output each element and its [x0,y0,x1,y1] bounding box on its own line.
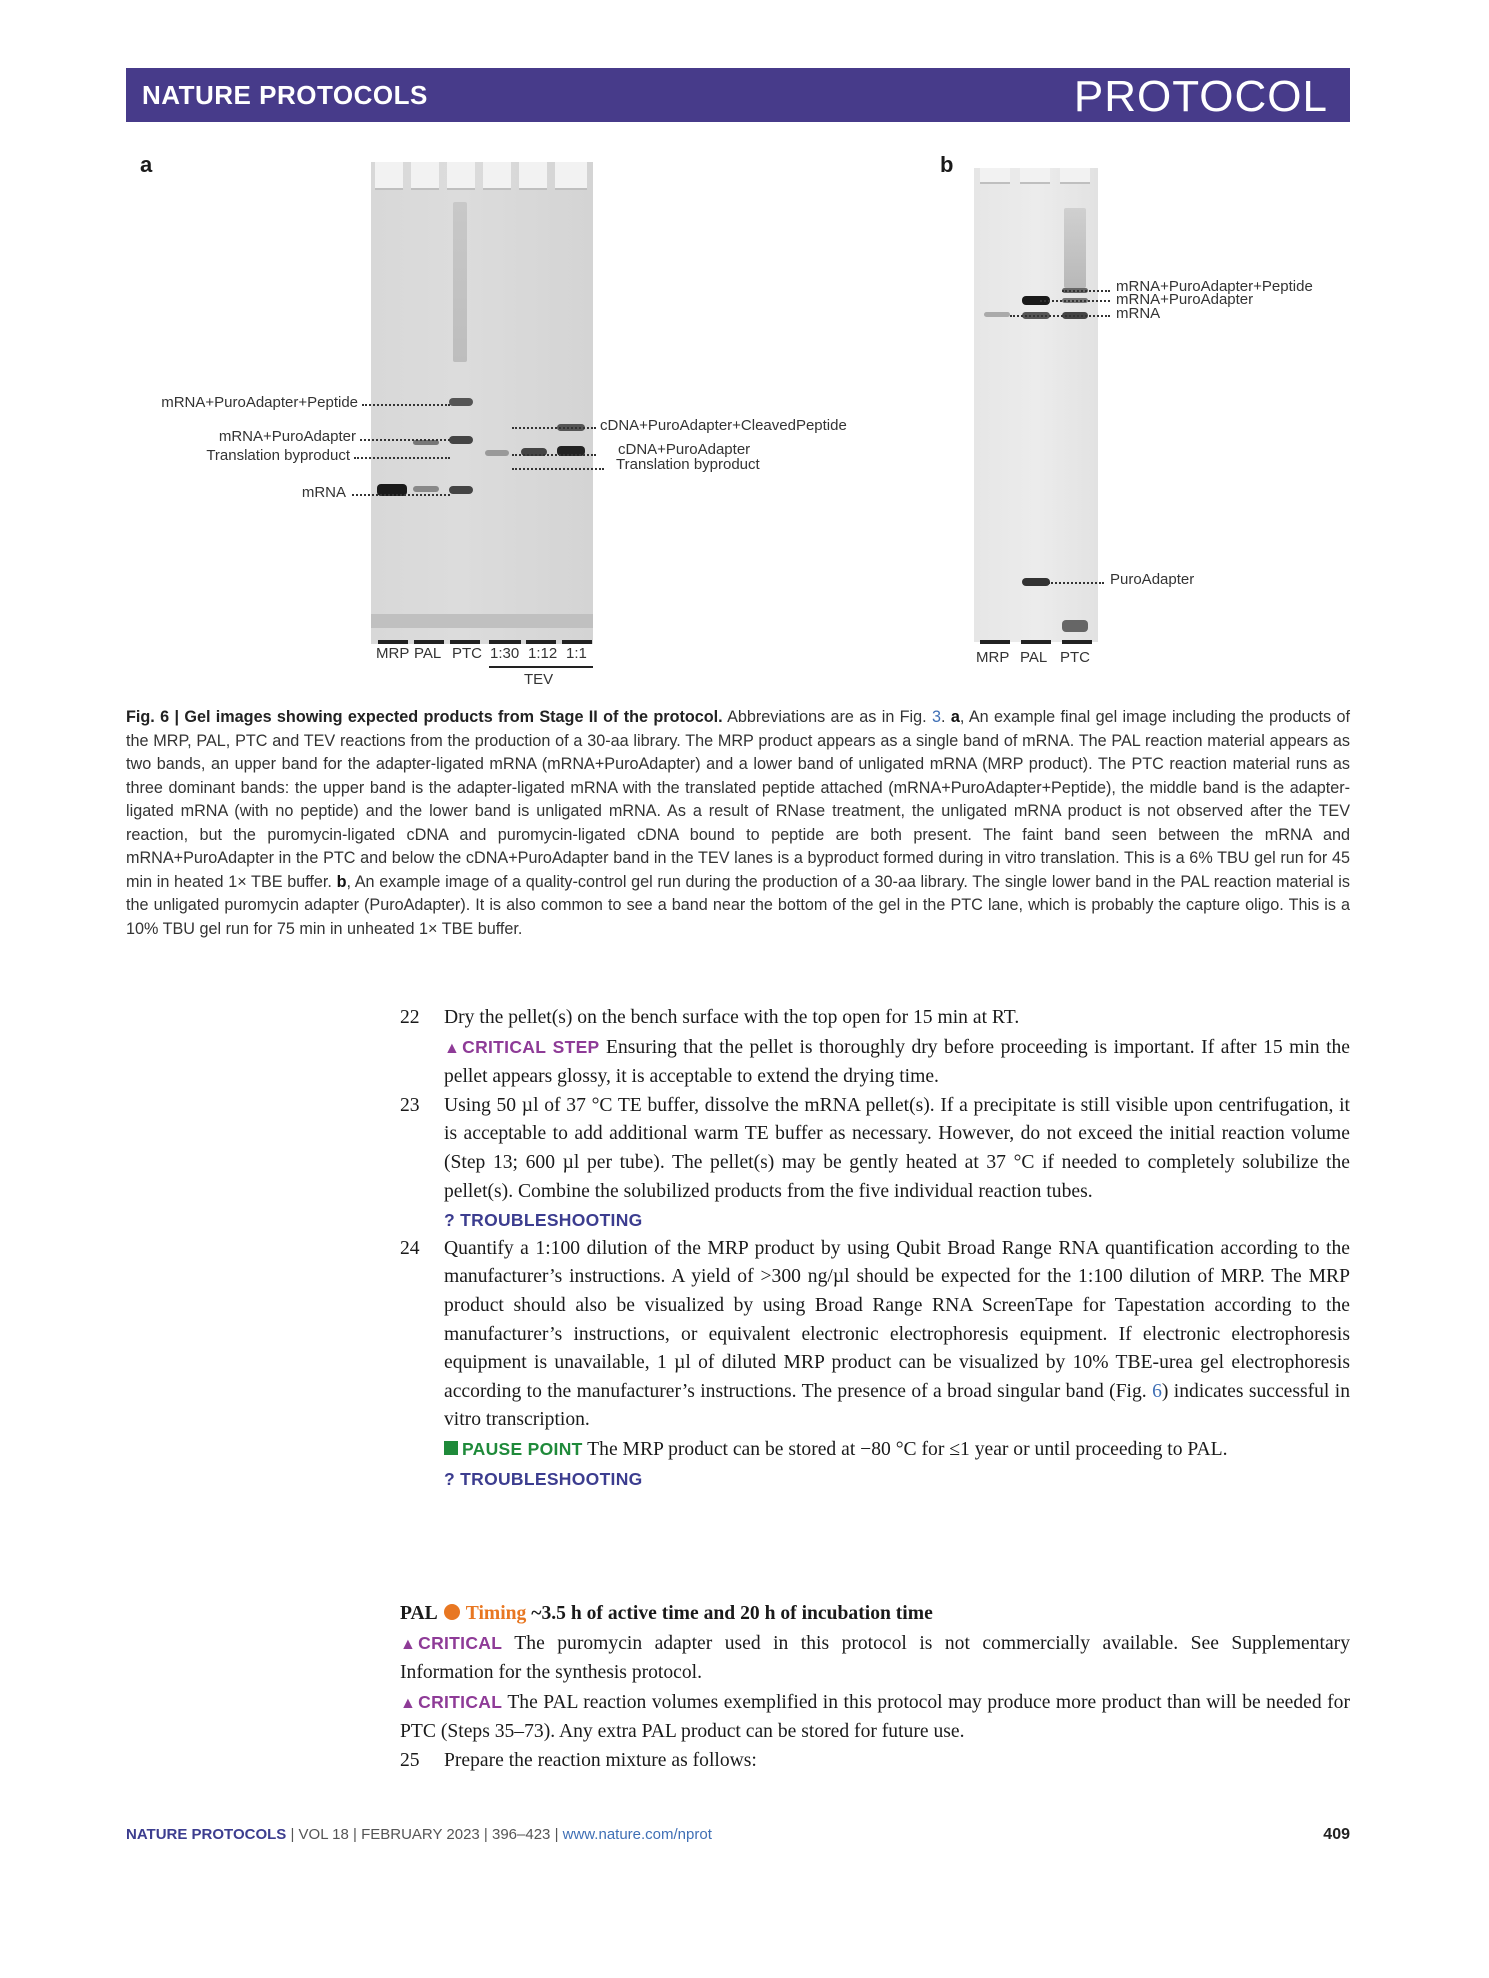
step-text: Prepare the reaction mixture as follows: [444,1749,757,1771]
tev-group-bar [489,666,593,668]
label-a-cdna-puro: cDNA+PuroAdapter [618,441,751,458]
footer-date: FEBRUARY 2023 [361,1826,480,1843]
step-23 [400,1092,1350,1235]
footer-pages: 396–423 [492,1826,551,1843]
label-b-mrna-puro-peptide: mRNA+PuroAdapter+Peptide [1116,278,1313,295]
label-a-cdna-puro-cleaved: cDNA+PuroAdapter+CleavedPeptide [600,417,847,434]
caption-text: Abbreviations are as in Fig. [722,708,932,726]
journal-header [126,68,1350,122]
timing-dot-icon [444,1604,460,1620]
footer-volume: VOL 18 [298,1826,349,1843]
lane-label: PAL [1020,649,1048,666]
panel-a-letter: a [140,152,153,177]
step-number: 25 [400,1749,420,1771]
lane-label: PTC [1060,649,1090,666]
lane-bar [1021,640,1051,644]
pal-heading [400,1600,1350,1629]
pause-point-text: The MRP product can be stored at −80 °C for ≤1 year or until proceeding to PAL. [582,1438,1228,1460]
caption-panel-a: a [950,708,960,726]
gel-band [1022,578,1050,586]
gel-smear [453,202,467,362]
step-22 [400,1004,1350,1092]
critical-text: The puromycin adapter used in this protocol is not commercially available. See Supplementary Information for the synthesis protocol. [400,1632,1350,1684]
troubleshooting-link[interactable]: ? TROUBLESHOOTING [444,1468,643,1489]
step-number: 22 [400,1007,420,1028]
caption-title: Fig. 6 | Gel images showing expected products from Stage II of the protocol. [126,708,723,726]
step-number: 23 [400,1094,420,1116]
gel-well [555,162,587,190]
gel-well [1060,168,1090,184]
gel-band [449,436,473,444]
leader-line [1040,300,1110,302]
figure-link[interactable]: 6 [1152,1380,1162,1402]
journal-name: NATURE PROTOCOLS [142,80,428,110]
critical-step-label: ▲ CRITICAL STEP [444,1037,600,1057]
lane-label: 1:1 [566,645,587,662]
gel-well [447,162,475,190]
step-text: Using 50 µl of 37 °C TE buffer, dissolve the mRNA pellet(s). If a precipitate is still visible upon centrifugation, it is acceptable to add additional warm TE buffer as necessary. However, do not exceed the initial reaction volume (Step 13; 600 µl per tube). The pellet(s) may be gently heated at 37 °C if needed to completely solubilize the pellet(s). Combine the solubilized products from the five individual reaction tubes. [444,1094,1350,1202]
leader-line [354,457,450,459]
leader-line [1010,315,1110,317]
critical-label: ▲ CRITICAL [400,1692,502,1712]
step-text: Dry the pellet(s) on the bench surface with the top open for 15 min at RT. [444,1007,1020,1028]
gel-well [519,162,547,190]
critical-text: The PAL reaction volumes exemplified in this protocol may produce more product than will be needed for PTC (Steps 35–73). Any extra PAL product can be stored for future use. [400,1691,1350,1743]
gel-image-a [371,162,593,644]
leader-line [362,404,450,406]
gel-band [449,486,473,494]
caption-text: , An example image of a quality-control gel run during the production of a 30-aa library. The single lower band in the PAL reaction material is the unligated puromycin adapter (PuroAdapter). It is also common to see a band near the bottom of the gel in the PTC lane, which is probably the capture oligo. This is a 10% TBU gel run for 75 min in unheated 1× TBE buffer. [126,872,1350,938]
leader-line [1048,582,1104,584]
lane-bar [378,640,408,644]
troubleshooting-link[interactable]: ? TROUBLESHOOTING [444,1210,643,1231]
lane-label: MRP [976,649,1010,666]
label-a-mrna-puro: mRNA+PuroAdapter [218,428,356,445]
lane-label: 1:30 [490,645,520,662]
label-a-translation-byproduct: Translation byproduct [206,447,350,464]
caption-text: , An example final gel image including the products of the MRP, PAL, PTC and TEV reactions from the production of a 30-aa library. The MRP product appears as a single band of mRNA. The PAL reaction material appears as two bands, an upper band for the adapter-ligated mRNA (mRNA+PuroAdapter) and a lower band of unligated mRNA (MRP product). The PTC reaction material runs as three dominant bands: the upper band is the adapter-ligated mRNA with the translated peptide attached (mRNA+PuroAdapter+Peptide), the middle band is the adapter-ligated mRNA (with no peptide) and the lower band is unligated mRNA. As a result of RNase treatment, the unligated mRNA product is not observed after the TEV reaction, but the puromycin-ligated cDNA and puromycin-ligated cDNA bound to peptide are both present. The faint band seen between the mRNA and mRNA+PuroAdapter in the PTC and below the cDNA+PuroAdapter band in the TEV lanes is a byproduct formed during in vitro translation. This is a 6% TBU gel run for 45 min in heated 1× TBE buffer. [126,708,1350,891]
gel-well [411,162,439,190]
panel-b-letter: b [940,152,954,177]
gel-image-b [974,168,1098,642]
pal-section [400,1600,1350,1776]
step-25 [400,1747,1350,1776]
lane-label: PAL [414,645,442,662]
warning-triangle-icon: ▲ [400,1694,417,1712]
gel-band [1062,620,1088,632]
leader-line [512,468,604,470]
gel-well [375,162,403,190]
step-24 [400,1235,1350,1493]
warning-triangle-icon: ▲ [400,1635,417,1653]
label-b-puroadapter: PuroAdapter [1110,571,1195,588]
label-a-mrna-puro-peptide: mRNA+PuroAdapter+Peptide [161,394,358,411]
gel-band [449,398,473,406]
label-a-mrna: mRNA [301,484,346,501]
lane-bar [526,640,556,644]
gel-band [485,450,509,456]
step-text: Quantify a 1:100 dilution of the MRP product by using Qubit Broad Range RNA quantification according to the manufacturer’s instructions. A yield of >300 ng/µl should be expected for the 1:100 dilution of MRP. The MRP product should also be visualized by using Broad Range RNA ScreenTape for Tapestation according to the manufacturer’s instructions, or equivalent electronic electrophoresis equipment. If electronic electrophoresis equipment is unavailable, 1 µl of diluted MRP product can be visualized by 10% TBE-urea gel electrophoresis according to the manufacturer’s instructions. The presence of a broad singular band (Fig. [444,1237,1350,1402]
page-number: 409 [1323,1826,1350,1843]
gel-band [413,486,439,492]
caption-panel-b: b [336,872,347,891]
label-a-translation-byproduct-r: Translation byproduct [616,456,760,473]
critical-label: ▲ CRITICAL [400,1633,502,1653]
footer-journal: NATURE PROTOCOLS [126,1826,287,1843]
gel-band [984,312,1010,317]
gel-well [483,162,511,190]
lane-bar [414,640,444,644]
figure-caption [126,706,1350,941]
timing-text: ~3.5 h of active time and 20 h of incubation time [526,1603,933,1624]
caption-text: . [941,708,951,726]
gel-smear [1064,208,1086,288]
step-number: 24 [400,1237,420,1259]
pause-square-icon [444,1441,458,1455]
section-title: PAL [400,1603,438,1624]
lane-bar [1062,640,1092,644]
lane-bar [489,640,521,644]
leader-line [360,439,450,441]
leader-line [512,427,596,429]
article-type: PROTOCOL [1073,72,1328,121]
gel-well [1020,168,1050,184]
pause-point-label: PAUSE POINT [444,1439,583,1459]
gel-bottom-edge [371,614,593,628]
page-footer: NATURE PROTOCOLS | VOL 18 | FEBRUARY 2023 | 396–423 | www.nature.com/nprot 409 [126,1826,1350,1843]
step-text: ) indicates successful in vitro transcription. [444,1380,1350,1431]
leader-line [352,494,450,496]
label-b-mrna: mRNA [1116,305,1161,322]
procedure-steps [400,1004,1350,1493]
warning-triangle-icon: ▲ [444,1039,461,1057]
lane-bar [562,640,592,644]
lane-label: PTC [452,645,482,662]
timing-label: Timing [465,1603,527,1624]
tev-group-label: TEV [524,671,554,688]
lane-label: 1:12 [528,645,558,662]
lane-label: MRP [376,645,410,662]
critical-step-text: Ensuring that the pellet is thoroughly dry before proceeding is important. If after 15 min the pellet appears glossy, it is acceptable to extend the drying time. [444,1036,1351,1088]
lane-bar [980,640,1010,644]
lane-bar [450,640,480,644]
caption-fig-link[interactable]: 3 [932,708,942,726]
label-b-mrna-puro: mRNA+PuroAdapter [1116,291,1254,308]
leader-line [512,454,596,456]
footer-url[interactable]: www.nature.com/nprot [562,1826,712,1843]
leader-line [1062,290,1110,292]
gel-well [980,168,1010,184]
